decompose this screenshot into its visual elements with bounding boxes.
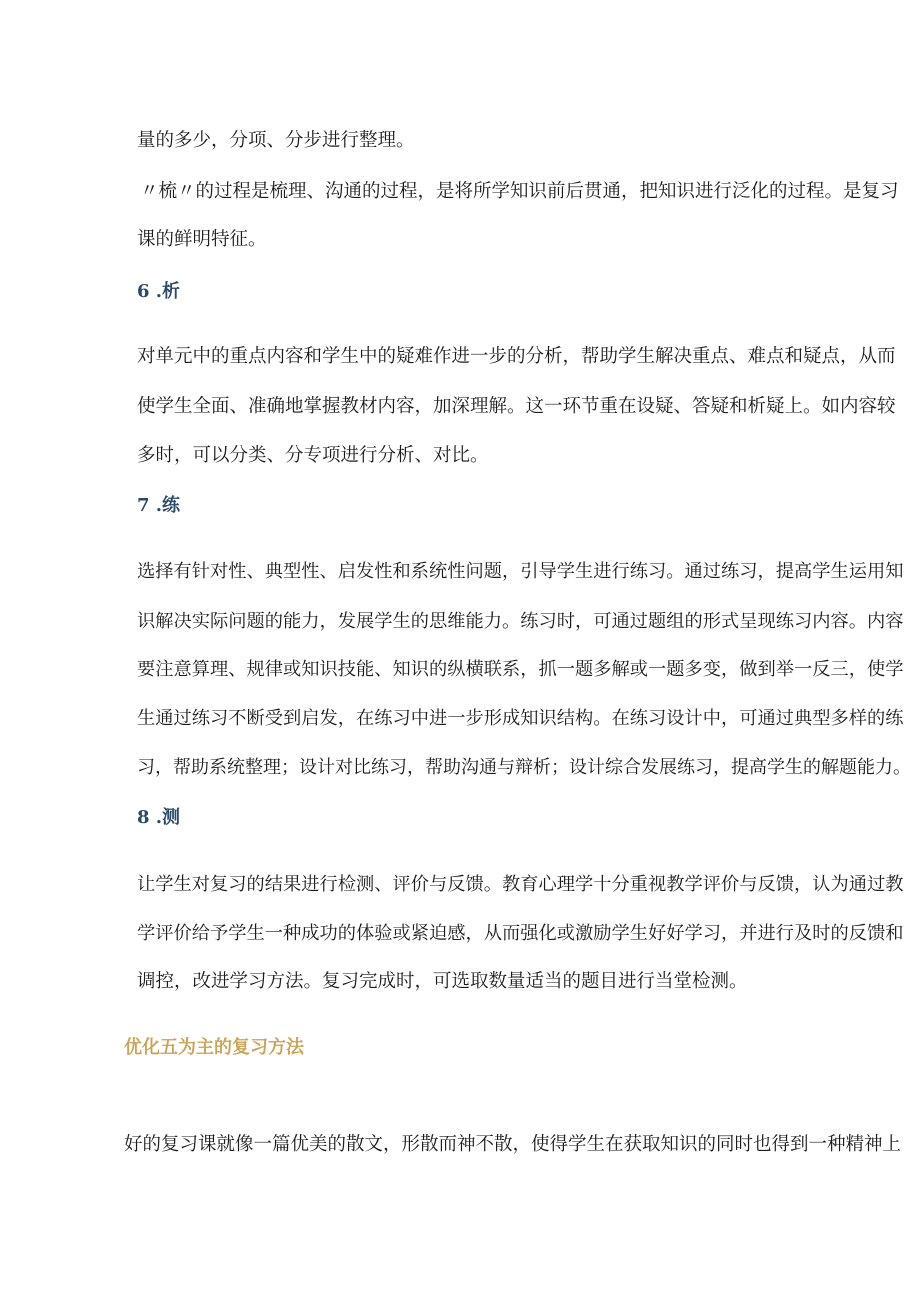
paragraph-line: 选择有针对性、典型性、启发性和系统性问题，引导学生进行练习。通过练习，提高学生运用知 xyxy=(137,561,904,582)
paragraph-line: 调控，改进学习方法。复习完成时，可选取数量适当的题目进行当堂检测。 xyxy=(137,971,748,992)
section-heading-6: 6 .析 xyxy=(137,281,181,302)
paragraph-line: 学评价给予学生一种成功的体验或紧迫感，从而强化或激励学生好好学习，并进行及时的反馈和 xyxy=(137,923,904,944)
paragraph-line: 生通过练习不断受到启发，在练习中进一步形成知识结构。在练习设计中，可通过典型多样的练 xyxy=(137,708,904,729)
paragraph-line: 〃梳〃的过程是梳理、沟通的过程，是将所学知识前后贯通，把知识进行泛化的过程。是复习 xyxy=(140,181,899,202)
paragraph-line: 让学生对复习的结果进行检测、评价与反馈。教育心理学十分重视教学评价与反馈，认为通过教 xyxy=(137,874,904,895)
paragraph-line: 要注意算理、规律或知识技能、知识的纵横联系，抓一题多解或一题多变，做到举一反三，使学 xyxy=(137,659,904,680)
paragraph-line: 对单元中的重点内容和学生中的疑难作进一步的分析，帮助学生解决重点、难点和疑点，从而 xyxy=(137,346,896,367)
section-heading-8: 8 .测 xyxy=(137,807,181,828)
paragraph-line: 习，帮助系统整理；设计对比练习，帮助沟通与辩析；设计综合发展练习，提高学生的解题能力。 xyxy=(137,757,911,778)
paragraph-line: 多时，可以分类、分专项进行分析、对比。 xyxy=(137,445,489,466)
paragraph-line: 好的复习课就像一篇优美的散文，形散而神不散，使得学生在获取知识的同时也得到一种精神上 xyxy=(124,1134,902,1155)
paragraph-line: 量的多少，分项、分步进行整理。 xyxy=(137,130,415,151)
section-title: 优化五为主的复习方法 xyxy=(124,1037,304,1058)
section-heading-7: 7 .练 xyxy=(137,495,181,516)
paragraph-line: 识解决实际问题的能力，发展学生的思维能力。练习时，可通过题组的形式呈现练习内容。内容 xyxy=(137,611,904,632)
paragraph-line: 使学生全面、准确地掌握教材内容，加深理解。这一环节重在设疑、答疑和析疑上。如内容较 xyxy=(137,396,896,417)
paragraph-line: 课的鲜明特征。 xyxy=(137,229,267,250)
